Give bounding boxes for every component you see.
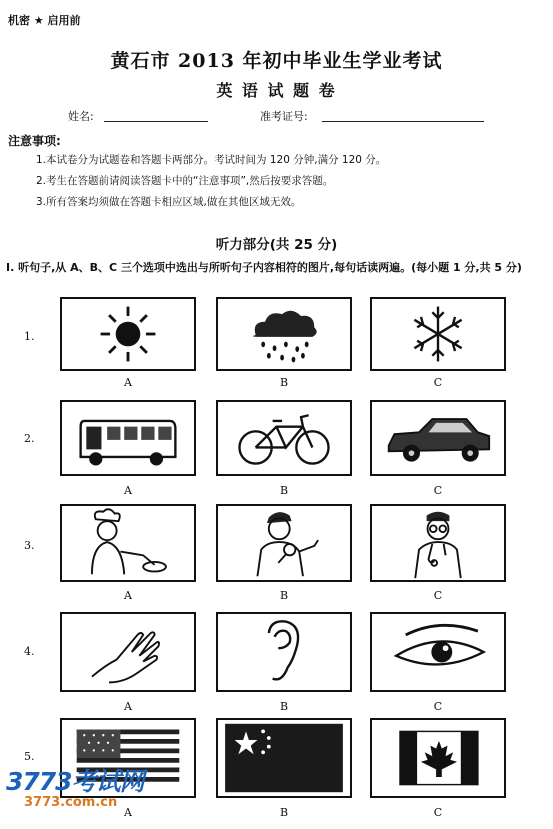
question-number: 5. <box>24 750 35 763</box>
notice-item: 1.本试卷分为试题卷和答题卡两部分。考试时间为 120 分钟,满分 120 分。 <box>36 154 387 166</box>
rain-cloud-icon <box>216 297 352 371</box>
option-label: C <box>433 806 443 819</box>
notice-item: 2.考生在答题前请阅读答题卡中的“注意事项”,然后按要求答题。 <box>36 175 334 187</box>
watermark-logo: 3773考试网 <box>6 767 144 796</box>
section-title: 听力部分(共 25 分) <box>215 237 338 253</box>
bicycle-icon <box>216 400 352 476</box>
name-line <box>104 121 208 122</box>
notice-item: 3.所有答案均须做在答题卡相应区域,做在其他区域无效。 <box>36 196 302 208</box>
section-instruction: I. 听句子,从 A、B、C 三个选项中选出与所听句子内容相符的图片,每句话读两遍。(每小题 1 分,共 5 分) <box>6 261 522 274</box>
option-label: B <box>279 484 289 497</box>
cook-icon <box>60 504 196 582</box>
notice-title: 注意事项: <box>8 134 61 148</box>
watermark-url: 3773.com.cn <box>24 795 118 810</box>
canada-flag-icon <box>370 718 506 798</box>
option-label: C <box>433 700 443 713</box>
option-label: A <box>124 589 132 602</box>
ear-icon <box>216 612 352 692</box>
option-label: A <box>124 484 132 497</box>
bus-icon <box>60 400 196 476</box>
option-label: B <box>279 806 289 819</box>
option-label: C <box>433 376 443 389</box>
option-label: B <box>279 589 289 602</box>
exam-number-line <box>322 121 484 122</box>
option-label: C <box>433 589 443 602</box>
name-label: 姓名: <box>68 110 94 123</box>
option-label: B <box>279 700 289 713</box>
exam-title: 黄石市 2013 年初中毕业生学业考试 <box>110 50 443 72</box>
eye-icon <box>370 612 506 692</box>
confidential-mark: 机密 ★ 启用前 <box>8 14 81 27</box>
detective-icon <box>216 504 352 582</box>
sun-icon <box>60 297 196 371</box>
question-number: 4. <box>24 645 35 658</box>
hand-icon <box>60 612 196 692</box>
exam-number-label: 准考证号: <box>260 110 308 123</box>
car-icon <box>370 400 506 476</box>
option-label: A <box>124 806 132 819</box>
option-label: A <box>124 700 132 713</box>
snowflake-icon <box>370 297 506 371</box>
question-number: 1. <box>24 330 35 343</box>
doctor-icon <box>370 504 506 582</box>
option-label: C <box>433 484 443 497</box>
question-number: 3. <box>24 539 35 552</box>
china-flag-icon <box>216 718 352 798</box>
exam-subtitle: 英 语 试 题 卷 <box>216 81 337 100</box>
option-label: A <box>124 376 132 389</box>
question-number: 2. <box>24 432 35 445</box>
option-label: B <box>279 376 289 389</box>
